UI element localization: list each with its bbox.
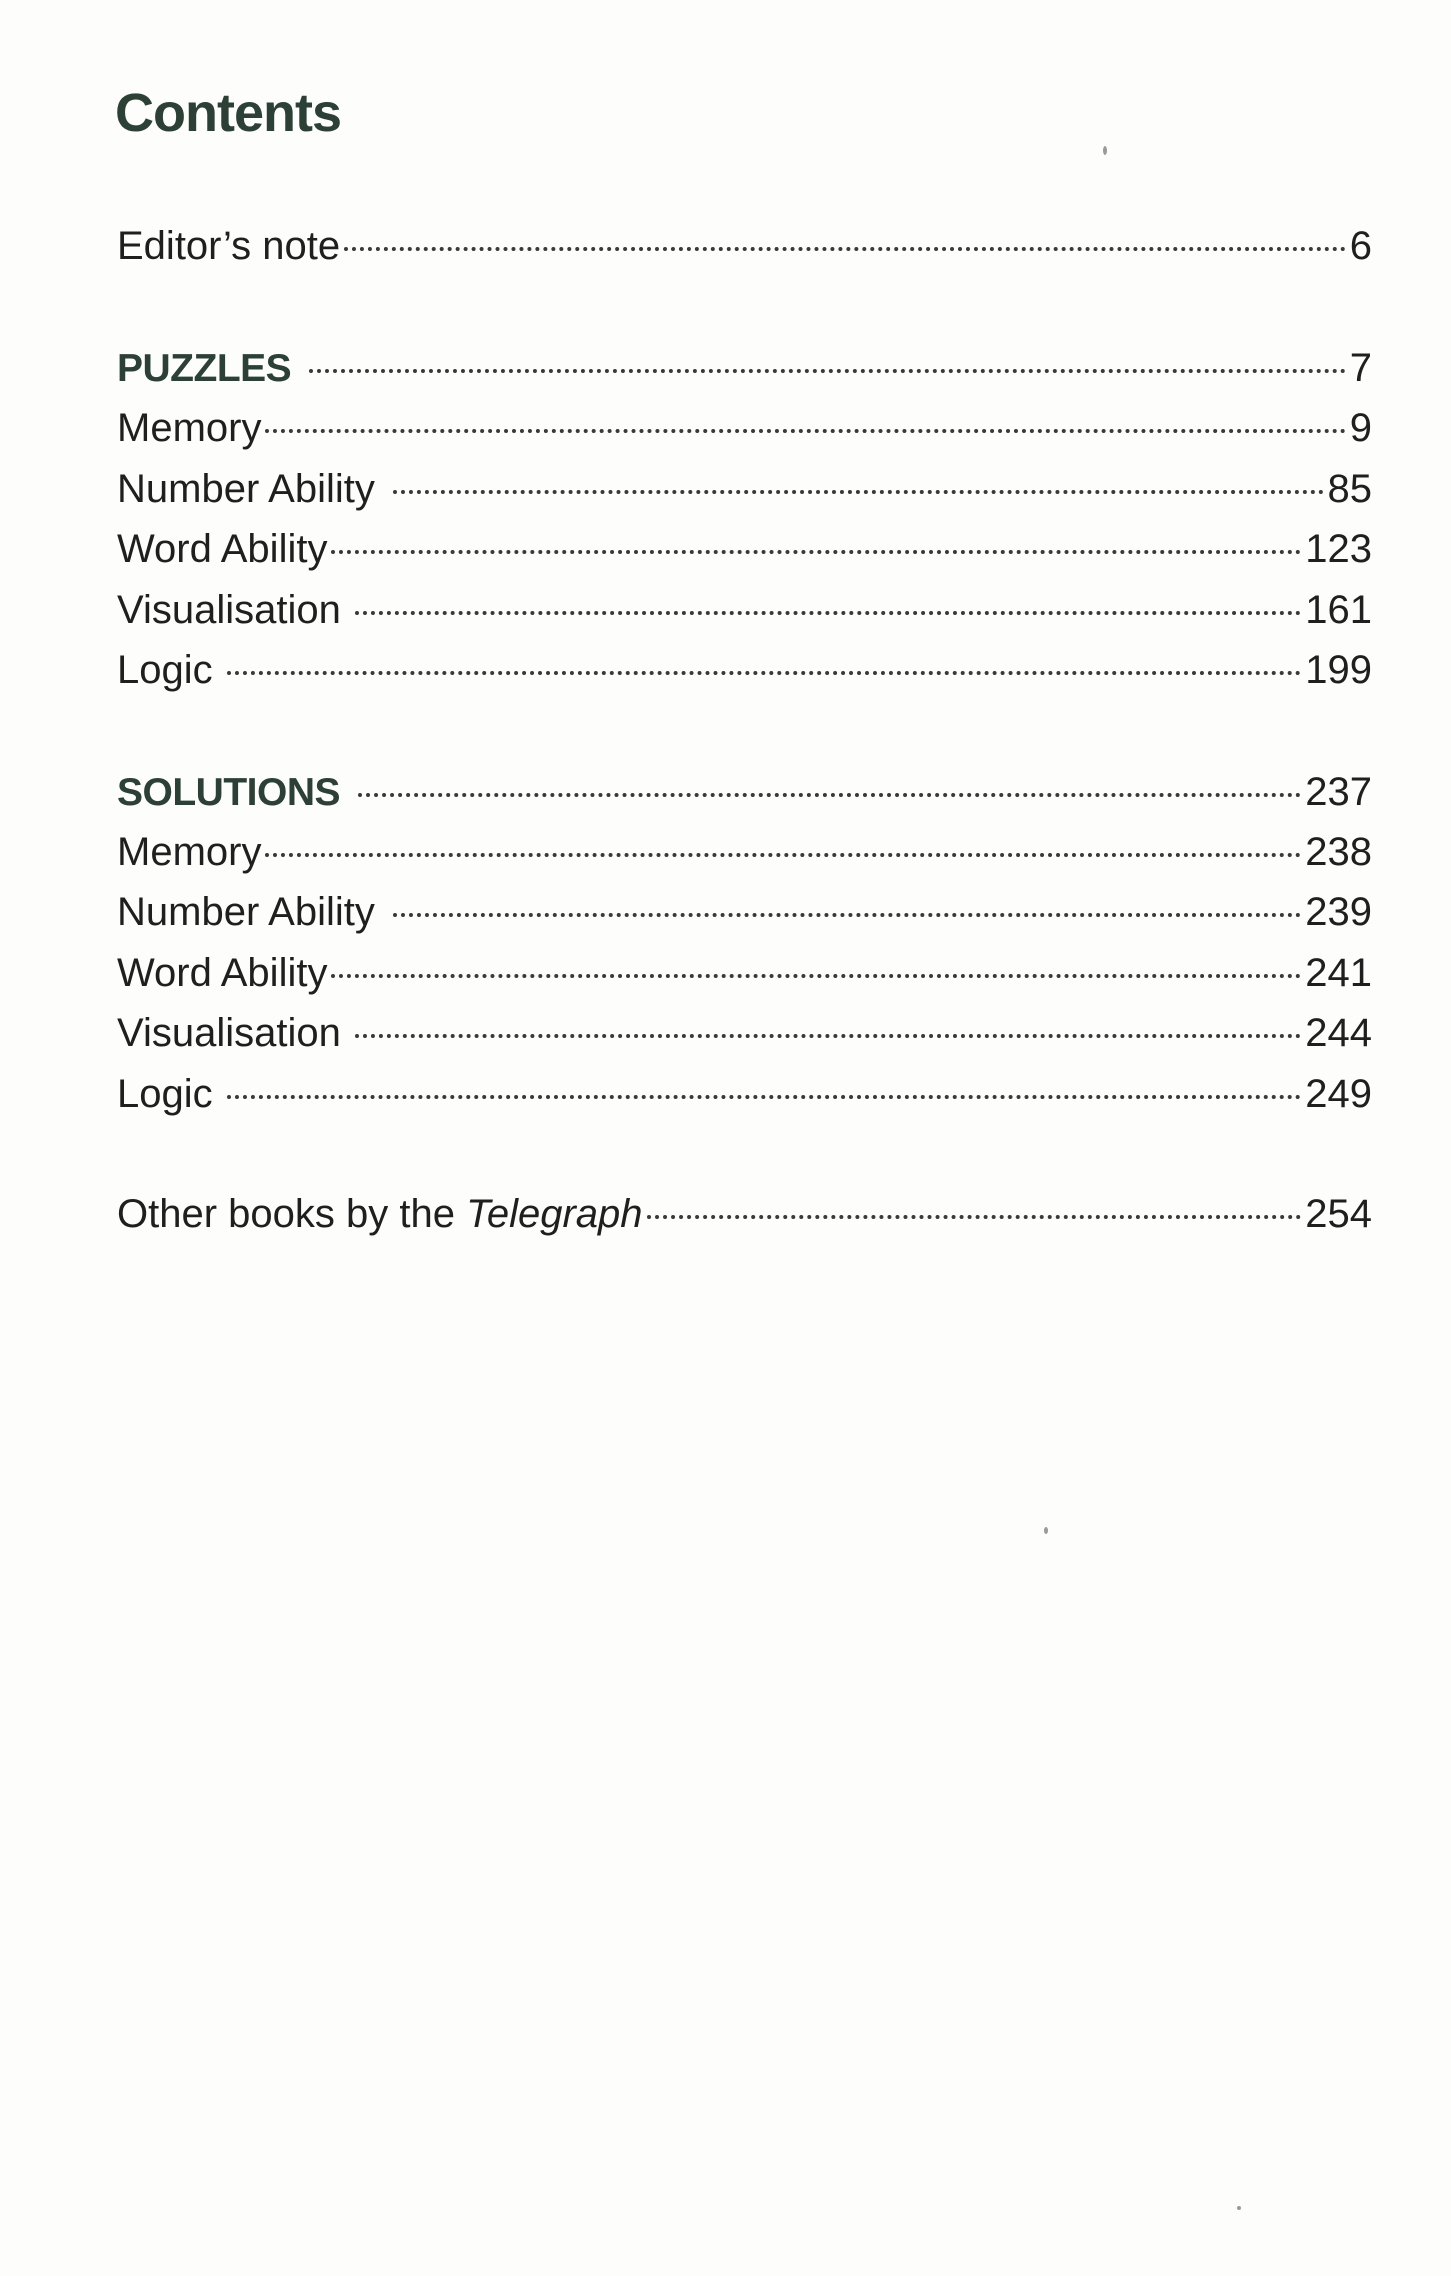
toc-entry-label: Memory [117,406,262,450]
toc-entry-page: 239 [1305,890,1372,934]
toc-entry-memory [117,828,1372,876]
toc-entry-label: Logic [117,1072,213,1116]
toc-entry-number-ability [117,888,1372,936]
toc-entry-page: 161 [1305,588,1372,632]
toc-entry-editors-note [117,222,1372,270]
toc-entry-word-ability [117,949,1372,997]
toc-entry-label: Word Ability [117,527,328,571]
toc-section-heading-solutions [117,768,1372,816]
dot-leader [647,1215,1302,1219]
toc-entry-other-books [117,1190,1372,1238]
dot-leader [331,974,1301,978]
toc-entry-page: 244 [1305,1011,1372,1055]
paper-speck [1237,2206,1241,2210]
toc-entry-page: 238 [1305,830,1372,874]
toc-entry-page: 237 [1305,770,1372,814]
dot-leader [309,369,1346,373]
dot-leader [355,611,1301,615]
toc-section-heading: PUZZLES [117,347,292,390]
dot-leader [331,550,1301,554]
toc-section-heading-puzzles [117,344,1372,392]
toc-entry-label [117,1190,643,1238]
toc-entry-label: Memory [117,830,262,874]
toc-entry-page: 6 [1349,224,1372,268]
publication-name: Telegraph [466,1192,643,1236]
toc-entry-page: 9 [1349,406,1372,450]
toc-entry-label: Visualisation [117,588,341,632]
dot-leader [227,671,1302,675]
toc-entry-label: Visualisation [117,1011,341,1055]
toc-entry-number-ability [117,465,1372,513]
toc-entry-label: Logic [117,648,213,692]
dot-leader [265,429,1345,433]
toc-entry-page: 241 [1305,951,1372,995]
toc-entry-logic [117,1070,1372,1118]
toc-entry-page: 123 [1305,527,1372,571]
toc-entry-page: 7 [1349,346,1372,390]
toc-entry-label: Number Ability [117,467,375,511]
dot-leader [355,1034,1301,1038]
toc-entry-logic [117,646,1372,694]
toc-entry-page: 249 [1305,1072,1372,1116]
dot-leader [227,1095,1302,1099]
dot-leader [344,247,1346,251]
toc-entry-label: Editor’s note [117,224,341,268]
toc-entry-page: 85 [1327,467,1372,511]
paper-speck [1044,1527,1048,1534]
toc-entry-page: 254 [1305,1192,1372,1236]
dot-leader [393,913,1301,917]
toc-section-heading: SOLUTIONS [117,771,341,814]
toc-entry-memory [117,404,1372,452]
toc-entry-visualisation [117,586,1372,634]
toc-entry-label: Word Ability [117,951,328,995]
toc-entry-label-prefix: Other books by the [117,1192,467,1236]
toc-entry-word-ability [117,525,1372,573]
dot-leader [265,853,1301,857]
page-title: Contents [115,83,341,143]
dot-leader [393,490,1324,494]
toc-entry-label: Number Ability [117,890,375,934]
dot-leader [358,793,1301,797]
paper-speck [1103,146,1107,155]
toc-entry-visualisation [117,1009,1372,1057]
toc-entry-page: 199 [1305,648,1372,692]
